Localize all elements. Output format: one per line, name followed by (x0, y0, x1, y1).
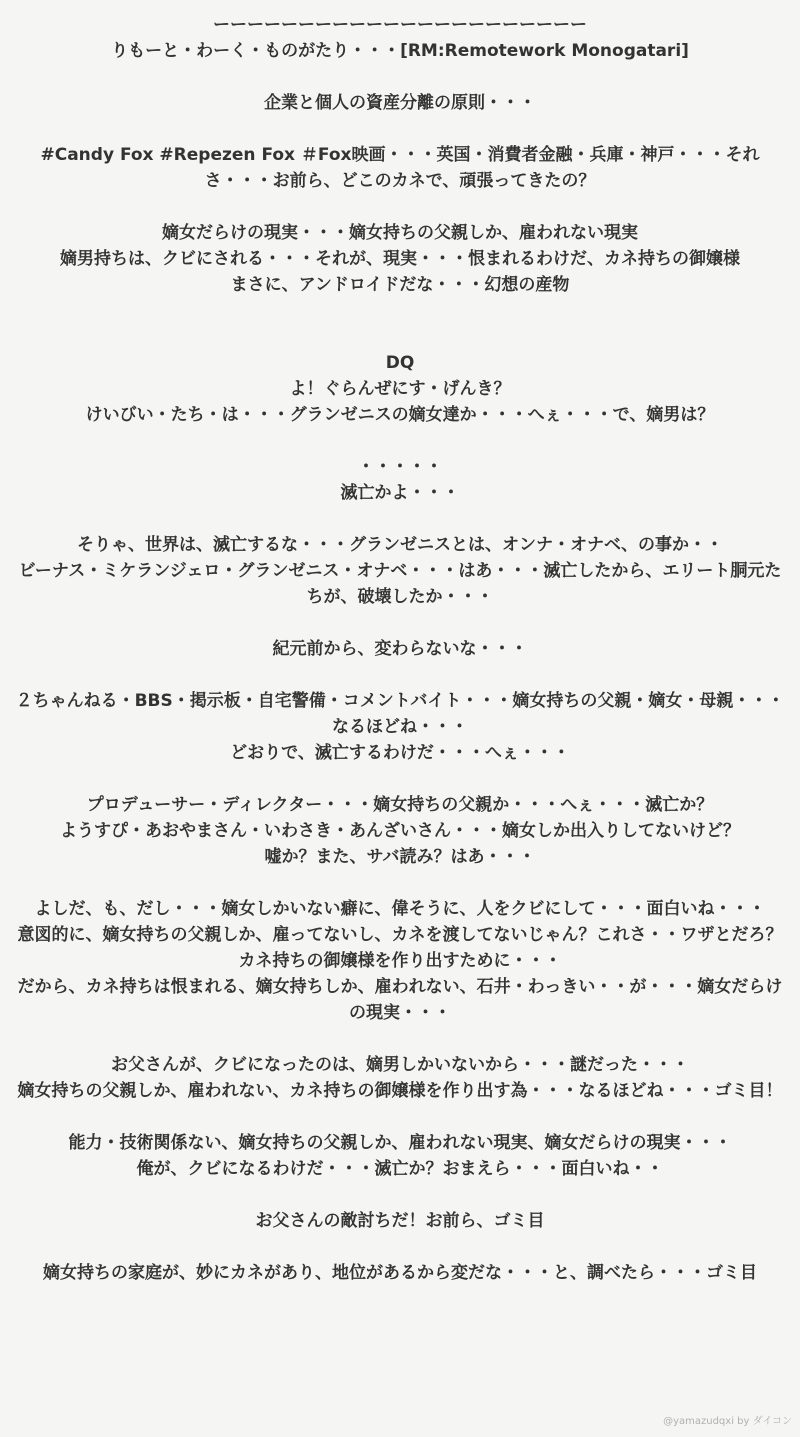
text-line: ２ちゃんねる・BBS・掲示板・自宅警備・コメントバイト・・・嫡女持ちの父親・嫡女・母親・・・なるほどね・・・ (15, 691, 785, 737)
text-line: そりゃ、世界は、滅亡するな・・・グランゼニスとは、オンナ・オナベ、の事か・・ (77, 535, 723, 555)
text-line: お父さんが、クビになったのは、嫡男しかいないから・・・謎だった・・・ (111, 1055, 689, 1075)
text-line: 嫡女だらけの現実・・・嫡女持ちの父親しか、雇われない現実 (162, 223, 638, 243)
text-line: 嫡女持ちの父親しか、雇われない、カネ持ちの御嬢様を作り出す為・・・なるほどね・・・ゴミ目！ (17, 1081, 783, 1101)
text-line: 能力・技術関係ない、嫡女持ちの父親しか、雇われない現実、嫡女だらけの現実・・・ (68, 1133, 732, 1153)
text-line: 滅亡かよ・・・ (340, 483, 460, 503)
text-line: だから、カネ持ちは恨まれる、嫡女持ちしか、雇われない、石井・わっきい・・が・・・嫡女だらけの現実・・・ (17, 977, 783, 1023)
blank-line (14, 324, 786, 350)
text-line: よしだ、も、だし・・・嫡女しかいない癖に、偉そうに、人をクビにして・・・面白いね・・・ (34, 899, 766, 919)
text-line: ビーナス・ミケランジェロ・グランゼニス・オナベ・・・はあ・・・滅亡したから、エリート胴元たちが、破壊したか・・・ (18, 561, 782, 607)
blank-line (14, 506, 786, 532)
text-line: プロデューサー・ディレクター・・・嫡女持ちの父親か・・・へぇ・・・滅亡か？ (86, 795, 714, 815)
text-line: 嫡女持ちの家庭が、妙にカネがあり、地位があるから変だな・・・と、調べたら・・・ゴミ目 (43, 1263, 757, 1283)
top-divider: ーーーーーーーーーーーーーーーーーーーーーー (213, 15, 587, 35)
text-line: 嫡男持ちは、クビにされる・・・それが、現実・・・恨まれるわけだ、カネ持ちの御嬢様 (60, 249, 740, 269)
blank-line (14, 116, 786, 142)
text-line: まさに、アンドロイドだな・・・幻想の産物 (230, 275, 570, 295)
blank-line (14, 64, 786, 90)
text-line: 企業と個人の資産分離の原則・・・ (264, 93, 536, 113)
blank-line (14, 610, 786, 636)
blank-line (14, 1104, 786, 1130)
blank-line (14, 870, 786, 896)
text-line: お父さんの敵討ちだ！お前ら、ゴミ目 (255, 1211, 545, 1231)
text-line: けいびい・たち・は・・・グランゼニスの嫡女達か・・・へぇ・・・で、嫡男は？ (85, 405, 715, 425)
text-line: 紀元前から、変わらないな・・・ (272, 639, 528, 659)
text-line: どおりで、滅亡するわけだ・・・へぇ・・・ (230, 743, 570, 763)
text-line: りもーと・わーく・ものがたり・・・[RM:Remotework Monogatari] (111, 41, 689, 61)
blank-line (14, 1026, 786, 1052)
text-block (14, 38, 786, 1286)
text-line: DQ (385, 353, 415, 373)
blank-line (14, 662, 786, 688)
blank-line (14, 766, 786, 792)
text-line: 嘘か？また、サバ読み？はあ・・・ (264, 847, 536, 867)
text-line: ようすぴ・あおやまさん・いわさき・あんざいさん・・・嫡女しか出入りしてないけど？ (60, 821, 740, 841)
text-line: ・・・・・ (357, 457, 443, 477)
blank-line (14, 194, 786, 220)
blank-line (14, 298, 786, 324)
text-line: 意図的に、嫡女持ちの父親しか、雇ってないし、カネを渡してないじゃん？これさ・・ワザとだろ？ (17, 925, 783, 945)
blank-line (14, 1234, 786, 1260)
blank-line (14, 1182, 786, 1208)
text-line: カネ持ちの御嬢様を作り出すために・・・ (238, 951, 562, 971)
text-line: 俺が、クビになるわけだ・・・滅亡か？おまえら・・・面白いね・・ (136, 1159, 664, 1179)
text-line: よ！ぐらんぜにす・げんき？ (289, 379, 511, 399)
watermark: @yamazudqxi by ダイコン (663, 1416, 792, 1427)
text-line: #Candy Fox #Repezen Fox ＃Fox映画・・・英国・消費者金融・兵庫・神戸・・・それさ・・・お前ら、どこのカネで、頑張ってきたの？ (40, 145, 760, 191)
blank-line (14, 428, 786, 454)
